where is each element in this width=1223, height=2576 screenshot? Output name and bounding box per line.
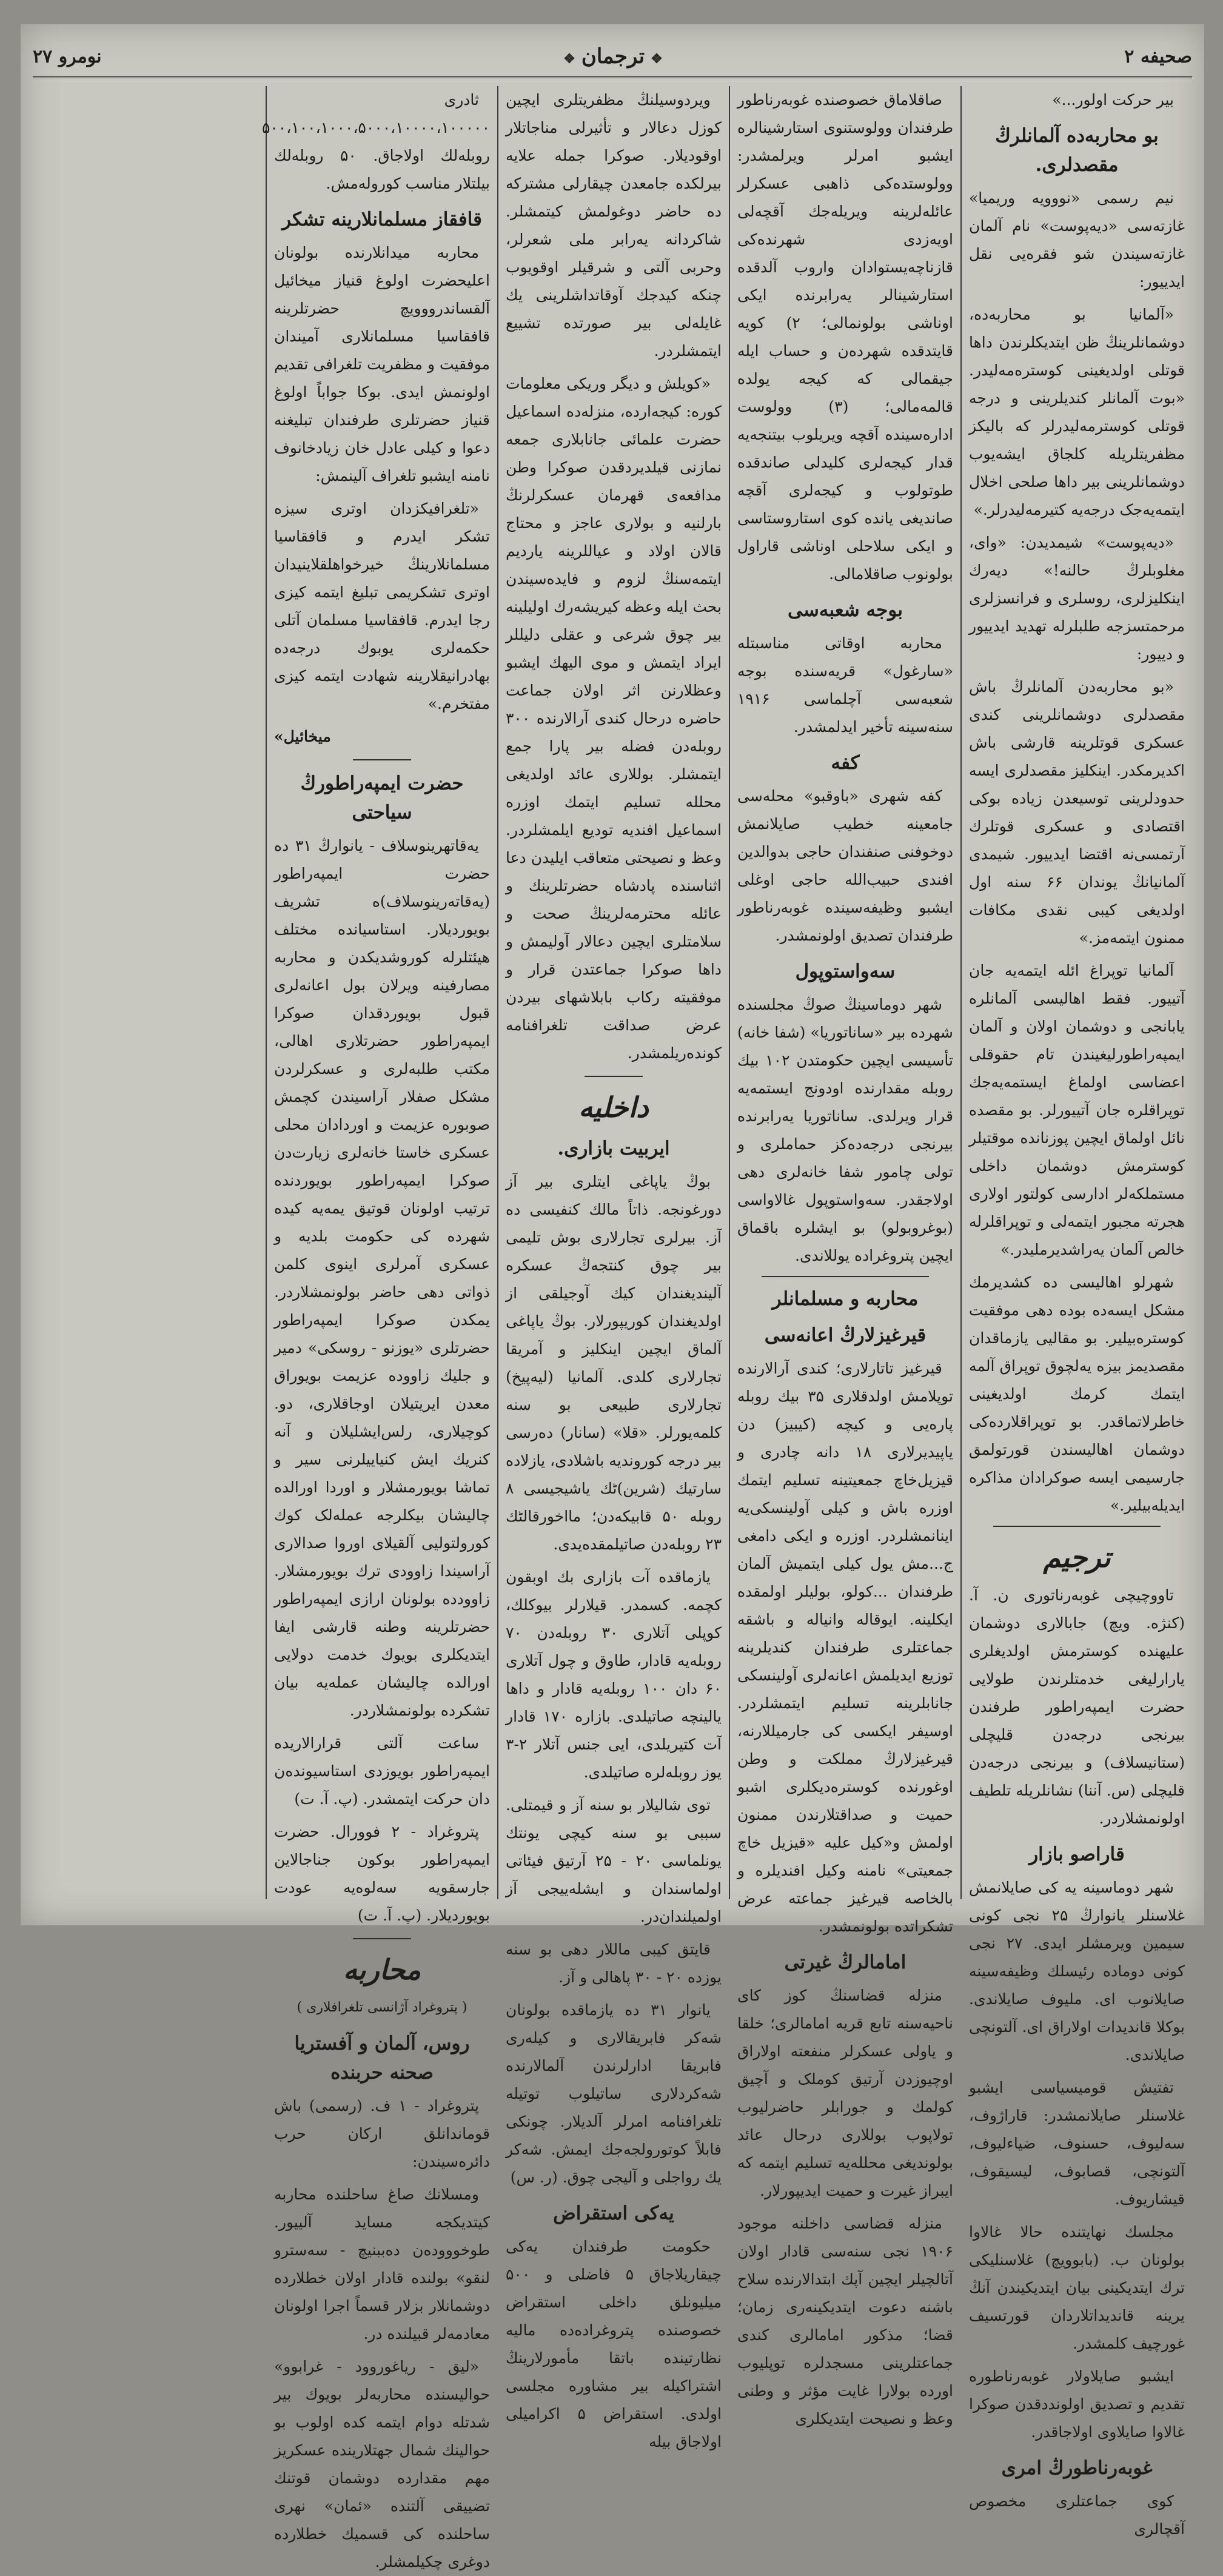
divider [353, 1938, 411, 1939]
ornament-icon: ❖ [563, 51, 575, 67]
paragraph: ایشبو صایلاولار غوبه‌رناطوره تقدیم و تصدیق اولونددقدن صوکرا غالاوا صایلاوی اولاجاقدر. [969, 2367, 1185, 2441]
divider [585, 1076, 643, 1077]
section-heading: روس، آلمان و آفستریا صحنه حربنده [294, 2033, 470, 2084]
paragraph: ساعت آلتی قرارالاریده ایمپه‌راطور بویوزدی استاسیونده‌ن دان حرکت ایتمشدر. (پ. آ. ت) [274, 1734, 490, 1808]
paragraph: شهرلو اهالیسی ده کشدیرمك مشکل ایسه‌ده بوده دهی موفقیت کوستره‌بیلیر. بو مقالیی یازماقدان مقصدیمز بیزه یه‌لچوق توپراق آلمه ایتمك کرمك اولدیغینی خاطرلاتماقدر. بو توپراقلارده‌کی دوشمان اهالیسندن قورتولمق جارسیمی ایسه صوکرادان مذاکره ایدیله‌بیلیر.» [969, 1273, 1185, 1514]
section-heading: کفه [831, 752, 860, 774]
paragraph: کوی جماعتلری مخصوص آقچالری [969, 2492, 1185, 2538]
paragraph: «کویلش و دیگر وریکی معلومات کوره: کیجه‌ارده، منزله‌ده اسماعیل حضرت علمائی جانابلاری جمعه نمازنی قیلدیردقدن صوکرا وطن مدافعه‌ی قهرمان عسکرلرنڭ بارلنیه و بولاری عاجز و محتاج قالان اولاد و عیاللرینه یاردیم ایتمه‌سنڭ لزوم و فایده‌سیندن بحث ایله وعظه کیریشه‌رك اولیلینه بیر چوق شرعی و عقلی دلیللر ایراد ایتمش و موی الیهك ایشبو وعظلارنن اثر اولان جماعت حاضره درحال کندی آرالارنده ۳۰۰ روبله‌دن فضله بیر پارا جمع ایتمشلر. بوللاری عائد اولدیغی محلله تسلیم ایتمك اوزره اسماعیل افندیه تودیع ایلمشلردر. وعظ و نصیحتی متعاقب ایلیدن دعا اثناسنده پادشاه حضرتلرینك و عائله محترمه‌لرینڭ صحت و سلامتلری ایچین دعالار آولیمش و داها صوکرا جماعتدن قرار و موفقیته رکاب بابلاشهای بیردن عرض صداقت تلغرافنامه کونده‌ریلمشدر. [506, 375, 722, 1062]
paragraph: محاربه میدانلارنده بولونان اعلیحضرت اولوغ قنیاز میخائیل آلقساندرووویچ حضرتلرینه قافقاسیا مسلمانلاری آمیندان موفقیت و مظفریت تلغرافی تقدیم اولونمش ایدی. بوکا جواباً اولوغ قنیاز حضرتلری طرفندان تبلیغنه دعوا و کیلی عادل خان زیادخانوف نامنه ایشبو تلغراف آلینمش: [274, 244, 490, 485]
section-heading: ایربیت بازاری. [557, 1138, 670, 1159]
section-heading: قیرغیزلارڭ اعانه‌سی [764, 1324, 926, 1346]
section-subtitle: ( پتروغراد آژانسی تلغرافلاری ) [297, 2000, 467, 2015]
paragraph: مجلسك نهایتنده حالا غالاوا بولونان ب. (بابوویچ) غلاسنلیکی ترك ایتدیکینی بیان ایتدیکیندن آنڭ یرینه قاندیداتلاردان قورتسیف غورچیف کلمشدر. [969, 2223, 1185, 2352]
ornament-icon: ❖ [651, 51, 663, 67]
paragraph: یازماقده آت بازاری بك اوبقون کچمه. کسمدر. قیلارلر بیوکلك، کوپلی آتلاری ۳۰ روبله‌دن ۷۰ روبله‌یه قادار، طاوق و چول آتلاری ۶۰ دان ۱۰۰ روبله‌یه قادار و داها یالینچه صاتیلدی. بازاره ۱۷۰ قادار آت کتیریلدی، ایی جنس آتلار ۲-۳ یوز روبله‌لره صاتیلدی. [506, 1568, 722, 1781]
section-heading: بو محاربه‌ده آلمانلرڭ مقصدلری. [995, 125, 1159, 176]
paragraph: حکومت طرفندان یه‌کی چیقاریلاجاق ۵ فاضلی و ۵۰۰ میلیونلق داخلی استقراض خصوصنده پتروغراده‌ده مالیه نظارتینده باتقا مأمورلارینڭ اشتراکیله بیر مشاوره مجلسی اولدی. استقراض ۵ اکرامیلی اولاجاق بیله [506, 2238, 722, 2450]
paragraph: «بو محاربه‌دن آلمانلرڭ باش مقصدلری دوشمانلرینی کندی عسکری قوتلرینه قارشی باش اکدیرمکدر. اینکلیز مقصدلری ایسه حدودلرینی توسیعدن زیاده بوکی اقتصادی و عسکری قوتلرك آرتمسی‌نه اقتضا ایدییور. شیمدی آلمانیانڭ یوندان ۶۶ سنه اول اولدیغی کیبی نقدی مکافات ممنون ایتمه‌مز.» [969, 678, 1185, 947]
paragraph: کفه شهری «باوقبو» محله‌سی جامعینه خطیب صایلانمش دوخوفنی صنفندان حاجی بدوالدین افندی حبیب‌الله حاجی اوغلی ایشبو وظیفه‌سینده غوبه‌رناطور طرفندان تصدیق اولونمشدر. [737, 787, 953, 944]
section-heading: حضرت ایمپه‌راطورڭ سیاحتی [300, 773, 464, 823]
section-title: محاربه [343, 1953, 421, 1986]
paragraph: یانوار ۳۱ ده یازماقده بولونان شه‌کر فابریقالاری و کیله‌ری فابریقا ادارلرندن آلمالارنده شه‌کردلاری ساتیلوب توتیله تلغرافنامه امرلر آلدیلار. چونکی فابلاً کوتورولجه‌جك ایمش. شه‌کر یك رواجلی و آلیجی چوق. (ر. س) [506, 2001, 722, 2186]
paragraph: «لیق - ریاغوروود - غرابوو» حوالیسنده محاربه‌لر بویوك بیر شدتله دوام ایتمه کده اولوب بو حوالینك شمال جهتلارینده عسکریز مهم مقدارده دوشمان قوتنك تضییقی آلتنده «ئمان» نهری ساحلنده کی قسمیك خطلارده دوغری چکیلمشلر. [274, 2358, 490, 2571]
divider [353, 759, 411, 760]
paragraph: شهر دوماسینه یه کی صایلانمش غلاسنلر یانوارڭ ۲۵ نجی کونی سیمین ویرمشلر ایدی. ۲۷ نجی کونی دوماده رئیسلك وظیفه‌سینه صایلانوب ای. ملیوف صایلاندی. بوکلا قاندیدات اولاراق ای. آلتونچی صایلاندی. [969, 1879, 1185, 2064]
section-heading: غوبه‌رناطورڭ امری [1001, 2457, 1153, 2479]
page-number: صحیفه ۲ [1124, 45, 1192, 67]
paragraph: «آلمانیا بو محاربه‌ده، دوشمانلرینڭ ظن ایتدیکلرندن داها قوتلی اولدیغینی کوستره‌مه‌لیدر. «بوت آلمانلر کندیلرینی و درجه قوتلی کوسترمه‌لیدرلر که بالیکز مظفریتلریله کلجاق ایشه‌یوب دوشمانلرینی بیر داها صلحی اخلال ایتمه‌یه‌جک درجه‌یه کتیرمه‌لیدرلر.» [969, 306, 1185, 518]
section-heading: یه‌کی استقراض [553, 2202, 674, 2224]
section-heading: محاربه و مسلمانلر [772, 1288, 919, 1310]
paragraph: بیر حرکت اولور...» [1052, 91, 1174, 109]
paragraph: صاقلاماق خصوصنده غوبه‌رناطور طرفندان وولوستنوی استارشینالره ایشبو امرلر ویرلمشدر: وولوستده‌کی ذاهبی عسکرلر عائله‌لرینه ویریله‌جك آقچه‌لی اویه‌زدی شهرنده‌کی قازناچه‌یستوادان واروب آلدقده استارشینالر یه‌رابرنده ایکی اوناشی بولونمالی؛ ۲) کویه قایتدقده شهرده‌ن و حساب ایله جیقمالی که کیجه یولده قالمه‌مالی؛ (۳) وولوست اداره‌سینده آقچه ویریلوب بیتنجه‌یه قدار کیجه‌لری کلیدلی صاندقده طوتولوب و کیجه‌لری آقچه صاندیغی یانده کوی استاروستاسی و ایکی سلاحلی اوناشی قاراول بولونوب صاقلامالی. [737, 91, 953, 583]
section-heading: سه‌واستوپول [795, 961, 896, 982]
paragraph: «تلغرافیکزدان اوتری سیزه تشکر ایدرم و قافقاسیا مسلمانلارینڭ خیرخواهلقلاینیدان اوتری تشکریمی تبلیغ ایتمه کیزی رجا ایدرم. قافقاسیا مسلمان آتلی حکمه‌لری یوبوك درجه‌ده بهادرانیقلارینه شهادت ایتمه کیزی مفتخرم.» [274, 500, 490, 713]
issue-number: نومرو ۲۷ [33, 45, 102, 67]
section-title: ترجیم [1043, 1541, 1111, 1574]
paragraph: ثادری ۵۰۰،۱۰۰،۱۰۰۰،۵۰۰۰،۱۰۰۰۰،۱۰۰۰۰۰ روبله‌لك اولاجاق. ۵۰ روبله‌لك بیلتلار مناسب کوروله‌مش. [261, 91, 490, 192]
paragraph: آلمانیا توپراغ ائله ایتمه‌یه جان آتییور. فقط اهالیسی آلمانلره یابانجی و دوشمان اولان و آلمان ایمپه‌راطورلیغیندن تام حقوقلی اعضاسی اولماغ ایستمه‌یه‌جك توپراقلره جان آتییورلر. بو مقصده نائل اولماق ایچین پوزنانده موقتیلر کوسترمش دوشمان داخلی مستملکه‌لر ادارسی کولتور اولاری هجرته مجبور ایتمه‌لی و توپراقلرله خالص آلمان یه‌راشدیرملیدر.» [969, 962, 1185, 1258]
paper-name: ترجمان [581, 44, 645, 69]
paragraph: نیم رسمی «نووویه وریمیا» غازته‌سی «دیه‌پوست» نام آلمان غازته‌سیندن شو فقره‌یی نقل ایدییور: [969, 189, 1185, 290]
section-heading: قافقاز مسلمانلارینه تشکر [282, 209, 482, 230]
column-2 [729, 86, 960, 2427]
paper-title [557, 44, 669, 69]
paragraph: «دیه‌پوست» شیمدیدن: «وای، مغلوبلرڭ حالنه!» دیه‌رك اینکلیزلری، روسلری و فرانسزلری مرحمتسزجه طلبلرله تهدید ایدییور و دییور: [969, 534, 1185, 663]
section-heading: بوجه شعبه‌سی [788, 599, 903, 621]
paragraph: محاربه اوقاتی مناسبتله «سارغول» قریه‌سنده بوجه شعبه‌سی آچلماسی ۱۹۱۶ سنه‌سینه تأخیر ایدلمشدر. [737, 634, 953, 736]
paragraph: تاووچیچی غوبه‌رناتوری ن. آ. (کنژه. ویچ) جابالاری دوشمان علیهنده کوسترمش اولدیغلری یارارلیغی خدمتلرندن طولایی حضرت ایمپه‌راطور طرفندن بیرنجی درجه‌دن قلیچلی (ستانیسلاف) و بیرنجی درجه‌دن قلیچلی (س. آننا) نشانلریله تلطیف اولونمشلاردر. [969, 1586, 1185, 1827]
paragraph: ومسلانك صاغ ساحلنده محاربه کیتدیکجه مساید آلییور. طوخووو‌ده‌ن ده‌ببنیچ - سه‌سترو لنقو» بولنده قادار اولان خطلارده دوشمانلار بزلار قسماً اجرا اولونان معادمه‌لر قبیلنده در. [274, 2185, 490, 2343]
paragraph: منزله قضاسی داخلنه موجود ۱۹۰۶ نجی سنه‌سی قادار اولان آتالچیلر ایچین آپك ابتدالارنده سلاح باشنه دعوت ایتدیکینه‌ری زمان؛ قضا؛ مذکور امامالری کندی جماعتلرینی مسجدلره توپلیوب اورده بولارا غایت مؤثر و وطنی وعظ و نصیحت ایتدیکلری [737, 2215, 953, 2427]
paragraph: شهر دوماسینڭ صوڭ مجلسنده شهرده بیر «ساناتوریا» (شفا خانه) تأسیسی ایچین حکومتدن ۱۰۲ بیك روبله مقدارنده اودونج ایستمه‌یه قرار ویرلدی. ساناتوریا یه‌رابرنده بیرنجی درجه‌ده‌کز حماملری و تولی چامور شفا خانه‌لری دهی اولاجقدر. سه‌واستوپول غالاواسی (بوغروبولو) بو ایشلره باقماق ایچین پتروغراده یوللاندی. [737, 996, 953, 1264]
column-1 [960, 86, 1192, 2538]
divider [762, 1276, 929, 1277]
paragraph: قیرغیز تاتارلاری؛ کندی آرالارنده توپلامش اولدقلاری ۳۵ بیك روبله پاره‌یی و کیچه (کیبیز) دن یاپیدیرلاری ۱۸ دانه چادری و قیزیل‌خاچ جمعیتینه تسلیم ایتمك اوزره باش و کیلی آولینسکی‌یه اینانمشلردر. اوزره و ایکی دامغی‌ ج...مش یول کیلی ایتمیش آلمان طرفندان ...کولو، بولیلر اولمقده ایکلینه. ایوقاله وانیاله و باشقه جماعتلری طرفندان کندیلرینه توزیع ایدیلمش اعانه‌لری آولینسکی جانابلرینه تسلیم ایتمشلردر. اوسیفر ایکسی کی جارمیللارنه، قیرغیزلارڭ مملکت و وطن اوغورنده کوستره‌دیکلری اشبو حمیت و صداقتلارندن ممنون اولمش و«کیل علیه «قیزیل خاچ جمعیتی» نامنه وکیل افندیلره و بالخاصه قیرغیز جماعته عرض تشکراتده بولونمشدر. [737, 1360, 954, 1935]
paragraph: پتروغراد - ۱ ف. (رسمی) باش قوماندانلق ارکان حرب دائره‌سیندن: [274, 2097, 490, 2170]
paragraph: یه‌قاتهرینوسلاف - یانوارڭ ۳۱ ده حضرت ایمپه‌راطور (یه‌قاته‌رینوسلاف)ه تشریف بویوردیلار. استاسیانده مختلف هیئتلرله کوروشدیکدن و محاربه مصارفینه ویرلان بول اعانه‌لری قبول بویوردقدان صوکرا ایمپه‌راطور حضرتلاری اهالی، مکتب طلبه‌لری و عسکرلردن مشکل صفلار آراسیندن کچمش صوبوره عزیمت و اوردادان محلی عسکری خاستا خانه‌لری زیارت‌دن صوکرا ایمپه‌راطور بویوردنده ترتیب اولونان قوتیق یمه‌یه کید‌ه شهرده کی حکومت بلدیه و عسکری آمرلری اینوی کلمن ذواتی دهی حاضر بولونمشلاردر. یمکدن صوکرا ایمپه‌راطور حضرتلری «یوزنو - روسکی» دمیر و جلیك زاووده عزیمت بویوراق معدن ایریتیلان اوجاقلاری، دو. کوچیلاری، رلس‌ایشلیلان و آنه کنریك ایش کنیاییلرنی سیر و تماشا بویورمشلار و اوردا اورالده چالیشان بیکلرجه عمله‌لک کوك کورولتولیی آلقیلای اوروا صدالاری آراسیندا زاوودی ترك بویورمشلار. زاوودده بولونان ارازی ایمپه‌راطور حضرتلرینه وطنه قارشی ایفا ایتدیکلری بویوك خدمت دولایی اورالده چالیشان عمله‌یه بیان تشکرده بولونمشلاردر. [274, 837, 490, 1719]
column-5 [34, 86, 266, 1899]
paragraph: تفتیش قومیسیاسی ایشبو غلاسنلر صایلانمشدر: قاراژوف، سه‌لیوف، حسنوف، ضیاءلیوف، آلتونچی، قصابوف، لیسیقوف، قیشاریوف. [969, 2079, 1185, 2208]
column-4 [261, 86, 497, 2571]
section-title: داخلیه [578, 1091, 649, 1124]
paragraph: بوڭ یاپاغی ایتلری بیر آز دورغونجه. ذاتاً مالك کنفیسی ده آز. بیرلری تجارلاری بوش تلیمی بیر چوق کنتجه‌ڭ عسکره آلیندیغندان کیك آوجیلقی از اولدیغندان کوریپورلار. بوڭ یاپاغی آلماق ایچین اینکلیز و آمریقا تجارلاری کلدی. آلمانیا (لیه‌پیخ) تجارلاری طبیعی بو سنه کلمه‌یورلر. «قلا» (سانار) دەرسی بیر درجه کوروند‌یه باشلادی، یازلاده سارتیك (شرین)ٹك یاشیجیسی ۸ روبله ۵۰ قابیکه‌دن؛ مااخورقالٹك ۲۳ روبله‌دن صاتیلمقده‌یدی. [506, 1173, 722, 1553]
article-columns [33, 86, 1192, 2571]
section-heading: امامالرڭ غیرتی [784, 1951, 906, 1973]
divider [993, 1526, 1161, 1527]
paragraph: ویردوسیلنڭ مظفریتلری ایچین کوزل دعالار و تأثیرلی مناجاتلار اوقودیلار. صوکرا جمله علایه بیرلکده جامعدن چیقارلی مشترکه ده حاضر دوغولمش کیتمشلر. شاکردانه یه‌رابر ملی شعرلر، وحربی آلتی و شرقیلر اوقویوب چنکه کیدجك آوقاتداشلرینی یك غایله‌لی بیر صورتده تشییع ایتمشلردر. [506, 91, 722, 360]
paragraph: قایتق کیبی ماللار دهی بو سنه یوزده ۲۰ - ۳۰ پاهالی و آز. [506, 1940, 722, 1986]
masthead [33, 36, 1192, 78]
signature: میخائیل» [274, 728, 331, 745]
paragraph: پتروغراد - ۲ فوورال. حضرت ایمپه‌راطور بوکون جناجالاین جارسقویه سه‌لوه‌یه عودت بویوردیلار. (پ. آ. ت) [274, 1823, 490, 1924]
column-3 [497, 86, 729, 2450]
section-heading: قاراصو بازار [1029, 1843, 1125, 1865]
paragraph: منزله قضاسنڭ کوز کای ناحیه‌سنه تابع قریه امامالری؛ خلقا و یاولی عسکرلر منفعته اولاراق اوچیوزدن آرتیق کوملک و آچیق کولمك و جورابلر حاضرلیوب تولاپوب بوللاری درحال عائد بولوندیغی محلله‌یه تسلیم ایتمه که ایبراز غیرت و حمیت ایدیپورلار. [737, 1987, 953, 2199]
paragraph: توی شالیلار بو سنه آز و قیمتلی. سببی بو سنه کیچی یونتك یونلماسی ۲۰ - ۲۵ آرتیق فیئاتی اولماسندان و ایشله‌ییجی آز اولمیلندان‌در. [506, 1796, 722, 1925]
